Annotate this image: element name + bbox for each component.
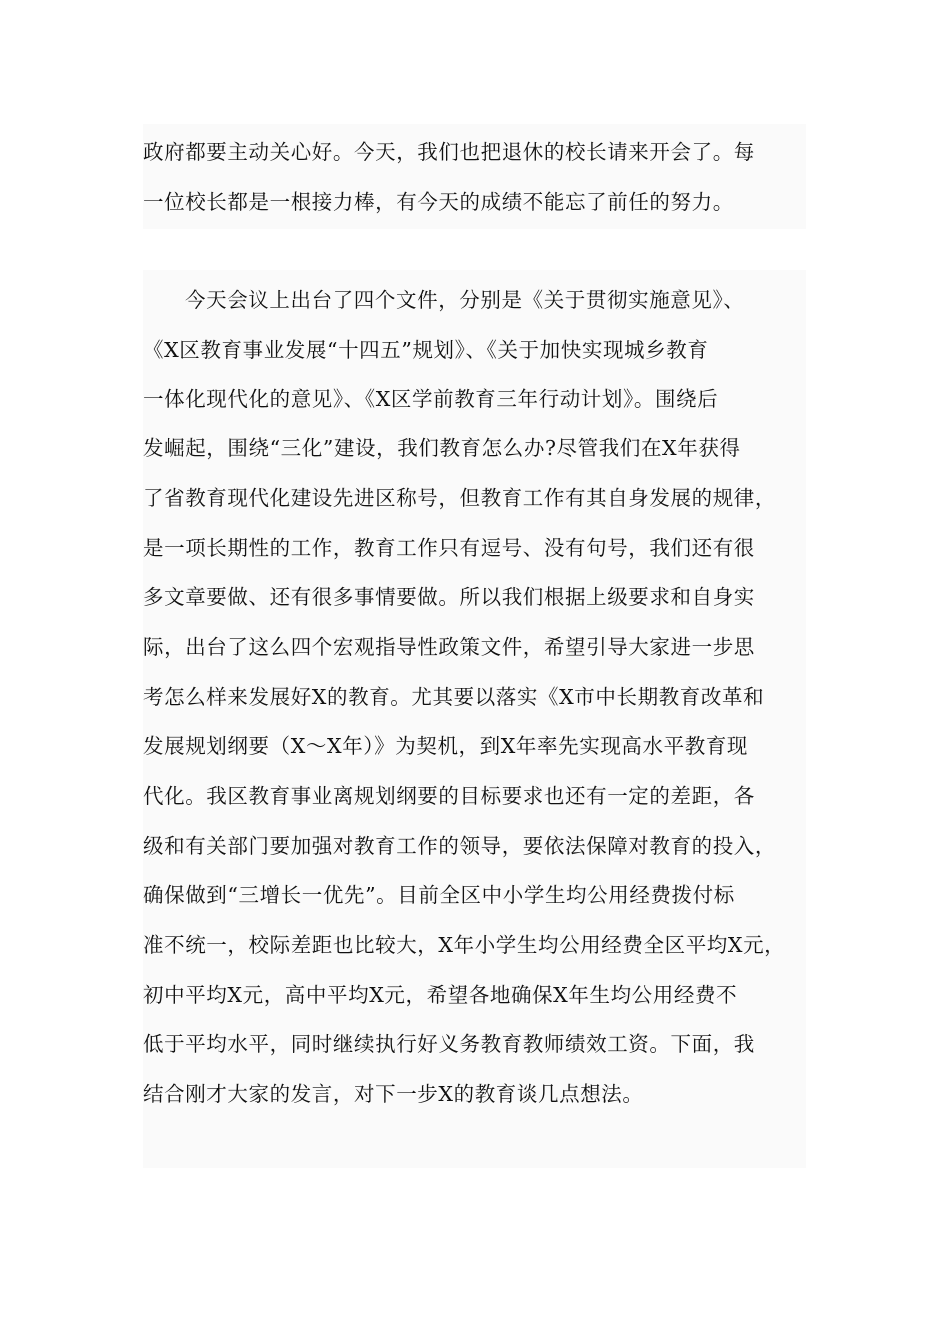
text-line: 低于平均水平，同时继续执行好义务教育教师绩效工资。下面，我 <box>143 1032 755 1056</box>
paragraph-2 <box>143 270 806 1168</box>
text-line: 际，出台了这么四个宏观指导性政策文件，希望引导大家进一步思 <box>143 635 755 659</box>
text-line: 发展规划纲要（X～X年）》为契机，到X年率先实现高水平教育现 <box>143 734 749 758</box>
text-line: 是一项长期性的工作，教育工作只有逗号、没有句号，我们还有很 <box>143 536 755 560</box>
text-line: 级和有关部门要加强对教育工作的领导，要依法保障对教育的投入， <box>143 834 776 858</box>
text-line: 多文章要做、还有很多事情要做。所以我们根据上级要求和自身实 <box>143 585 755 609</box>
text-line: 《X区教育事业发展“十四五”规划》、《关于加快实现城乡教育 <box>143 338 709 362</box>
text-line: 确保做到“三增长一优先”。目前全区中小学生均公用经费拨付标 <box>143 883 735 907</box>
text-line: 初中平均X元，高中平均X元，希望各地确保X年生均公用经费不 <box>143 983 738 1007</box>
text-line: 一位校长都是一根接力棒，有今天的成绩不能忘了前任的努力。 <box>143 190 734 214</box>
text-line: 政府都要主动关心好。今天，我们也把退休的校长请来开会了。每 <box>143 140 755 164</box>
text-line: 发崛起，围绕“三化”建设，我们教育怎么办?尽管我们在X年获得 <box>143 436 741 460</box>
text-line: 了省教育现代化建设先进区称号，但教育工作有其自身发展的规律， <box>143 486 776 510</box>
text-line: 一体化现代化的意见》、《X区学前教育三年行动计划》。围绕后 <box>143 387 719 411</box>
text-line: 考怎么样来发展好X的教育。尤其要以落实《X市中长期教育改革和 <box>143 685 765 709</box>
text-line: 准不统一，校际差距也比较大，X年小学生均公用经费全区平均X元， <box>143 933 786 957</box>
text-line: 今天会议上出台了四个文件，分别是《关于贯彻实施意见》、 <box>185 288 745 312</box>
paragraph-1 <box>143 124 806 229</box>
text-line: 结合刚才大家的发言，对下一步X的教育谈几点想法。 <box>143 1082 644 1106</box>
text-line: 代化。我区教育事业离规划纲要的目标要求也还有一定的差距，各 <box>143 784 755 808</box>
